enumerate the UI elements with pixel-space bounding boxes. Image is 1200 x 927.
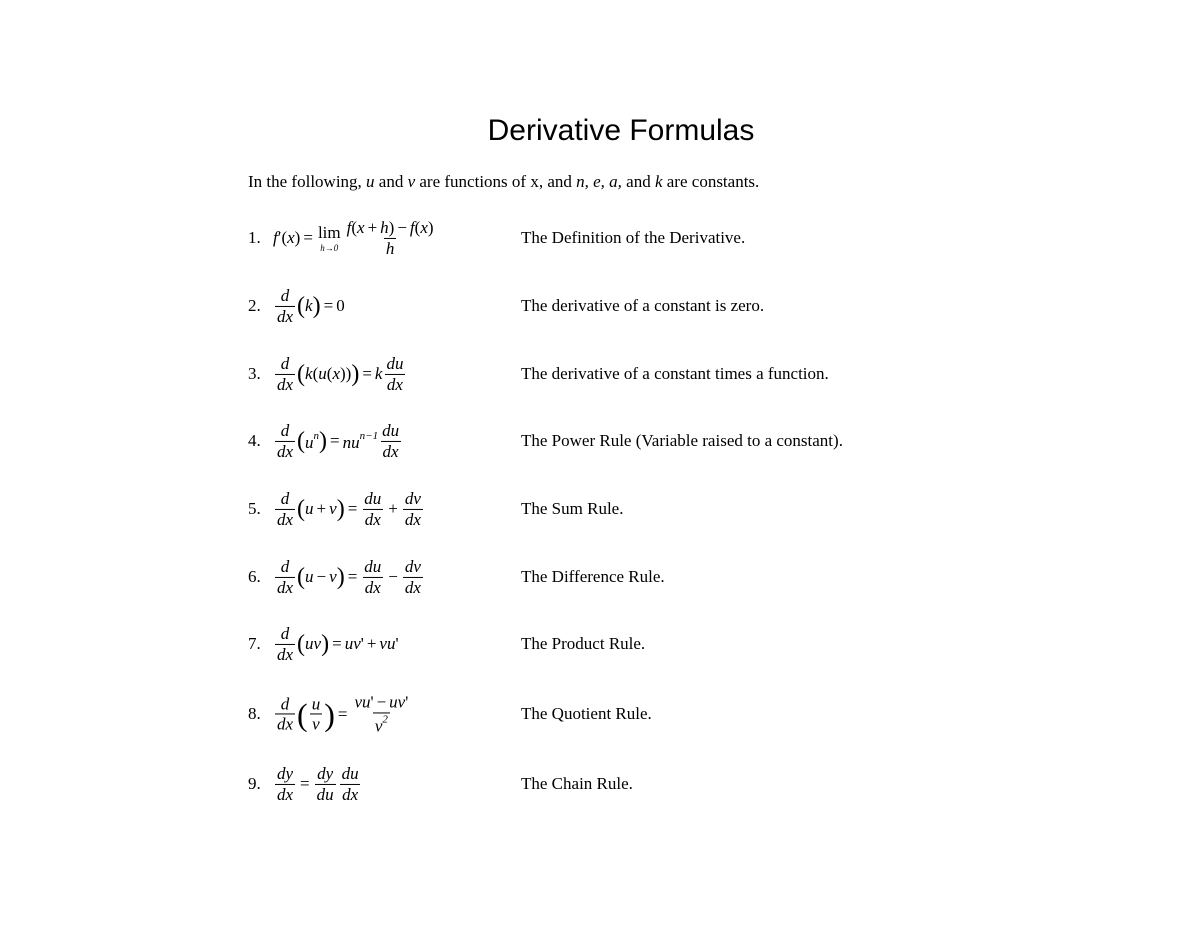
formula-description: The Chain Rule. bbox=[521, 774, 633, 793]
formula-description: The Power Rule (Variable raised to a constant). bbox=[521, 431, 843, 450]
formula-definition: f ′( x ) = lim h→0 $\frac{f(x + h) - f(x)}{h}$ bbox=[273, 217, 434, 258]
formula-row-2 bbox=[248, 276, 948, 336]
formula-row-8 bbox=[248, 684, 948, 744]
formula-sum-rule: $\frac{d}{dx}$ ( u + v ) = $\frac{du}{dx}$ + $\frac{dv}{dx}$ bbox=[277, 488, 421, 529]
formula-row-9 bbox=[248, 754, 948, 814]
formula-number: 8. bbox=[248, 704, 261, 723]
formula-row-7 bbox=[248, 614, 948, 674]
formula-difference-rule: $\frac{d}{dx}$ ( u − v ) = $\frac{du}{dx}$ − $\frac{dv}{dx}$ bbox=[277, 556, 421, 597]
formula-constant: $\frac{d}{dx}$ ( k ) = 0 bbox=[277, 285, 345, 326]
formula-description: The derivative of a constant times a function. bbox=[521, 364, 829, 383]
formula-product-rule: $\frac{d}{dx}$ ( uv ) = uv ' + vu ' bbox=[277, 623, 399, 664]
formula-number: 6. bbox=[248, 567, 261, 586]
page-title: Derivative Formulas bbox=[487, 114, 755, 147]
formula-number: 7. bbox=[248, 634, 261, 653]
formula-number: 2. bbox=[248, 296, 261, 315]
formula-description: The derivative of a constant is zero. bbox=[521, 296, 765, 315]
formula-description: The Difference Rule. bbox=[521, 567, 665, 586]
formula-description: The Sum Rule. bbox=[521, 499, 624, 518]
intro-text: In the following, u and v are functions of x, and n, e, a, and k are constants. bbox=[248, 172, 760, 191]
formula-row-1 bbox=[248, 208, 948, 268]
formula-number: 1. bbox=[248, 228, 261, 247]
formula-number: 9. bbox=[248, 774, 261, 793]
formula-description: The Quotient Rule. bbox=[521, 704, 652, 723]
formula-number: 5. bbox=[248, 499, 261, 518]
formula-number: 4. bbox=[248, 431, 261, 450]
formula-power-rule: $\frac{d}{dx}$ ( $u^n$ ) = $nu^{n-1}$ $\frac{du}{dx}$ bbox=[277, 420, 400, 461]
formula-row-3 bbox=[248, 344, 948, 404]
formula-row-5 bbox=[248, 479, 948, 539]
formula-quotient-rule: $\frac{d}{dx}$ ( $\frac{u}{v}$ ) = $\frac{vu' - uv'}{v^2}$ bbox=[277, 692, 409, 735]
formula-description: The Definition of the Derivative. bbox=[521, 228, 746, 247]
formula-description: The Product Rule. bbox=[521, 634, 646, 653]
formula-constant-multiple: $\frac{d}{dx}$ ( k ( u ( x )) ) = k $\frac{du}{dx}$ bbox=[277, 353, 404, 394]
formula-row-6 bbox=[248, 547, 948, 607]
formula-chain-rule: $\frac{dy}{dx}$ = $\frac{dy}{du}$ $\frac{du}{dx}$ bbox=[277, 763, 359, 804]
formula-row-4 bbox=[248, 411, 948, 471]
formula-number: 3. bbox=[248, 364, 261, 383]
